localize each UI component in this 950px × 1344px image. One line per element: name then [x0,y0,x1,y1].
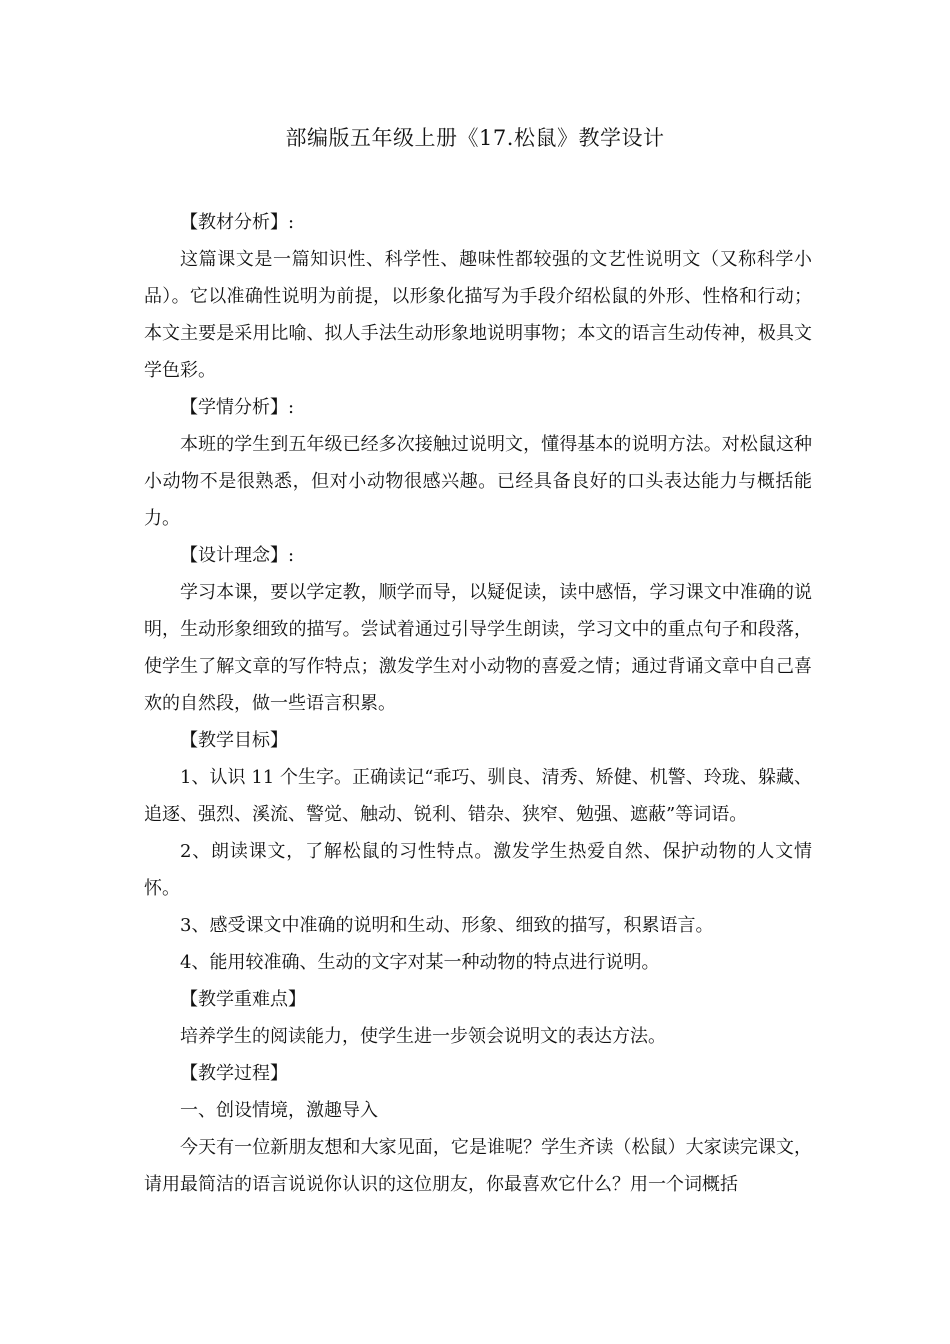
paragraph-textbook-analysis: 这篇课文是一篇知识性、科学性、趣味性都较强的文艺性说明文（又称科学小品）。它以准确性说明为前提，以形象化描写为手段介绍松鼠的外形、性格和行动；本文主要是采用比喻、拟人手法生动形象地说明事物；本文的语言生动传神，极具文学色彩。 [144,249,812,381]
section-heading-student-analysis: 【学情分析】: [180,397,295,418]
goal-item-3: 3、感受课文中准确的说明和生动、形象、细致的描写，积累语言。 [180,915,714,936]
section-heading-teaching-process: 【教学过程】 [180,1063,288,1084]
document-body [144,204,812,1203]
goal-item-1: 1、认识 11 个生字。正确读记“乖巧、驯良、清秀、矫健、机警、玲珑、躲藏、追逐、强烈、溪流、警觉、触动、锐利、错杂、狭窄、勉强、遮蔽”等词语。 [144,767,812,825]
paragraph-process-intro: 今天有一位新朋友想和大家见面，它是谁呢？学生齐读（松鼠）大家读完课文，请用最简洁的语言说说你认识的这位朋友，你最喜欢它什么？用一个词概括 [144,1137,812,1195]
section-heading-textbook-analysis: 【教材分析】: [180,212,295,233]
document-title: 部编版五年级上册《17.松鼠》教学设计 [285,126,665,150]
paragraph-student-analysis: 本班的学生到五年级已经多次接触过说明文，懂得基本的说明方法。对松鼠这种小动物不是很熟悉，但对小动物很感兴趣。已经具备良好的口头表达能力与概括能力。 [144,434,812,529]
section-heading-design-concept: 【设计理念】: [180,545,295,566]
paragraph-design-concept: 学习本课，要以学定教，顺学而导，以疑促读，读中感悟，学习课文中准确的说明，生动形象细致的描写。尝试着通过引导学生朗读，学习文中的重点句子和段落，使学生了解文章的写作特点；激发学生对小动物的喜爱之情；通过背诵文章中自己喜欢的自然段，做一些语言积累。 [144,582,812,714]
section-heading-key-difficulties: 【教学重难点】 [180,989,306,1010]
goal-item-2: 2、朗读课文，了解松鼠的习性特点。激发学生热爱自然、保护动物的人文情怀。 [144,841,812,899]
goal-item-4: 4、能用较准确、生动的文字对某一种动物的特点进行说明。 [180,952,660,973]
paragraph-key-difficulties: 培养学生的阅读能力，使学生进一步领会说明文的表达方法。 [180,1026,666,1047]
process-step-heading-1: 一、创设情境，激趣导入 [180,1100,378,1121]
section-heading-teaching-goals: 【教学目标】 [180,730,288,751]
